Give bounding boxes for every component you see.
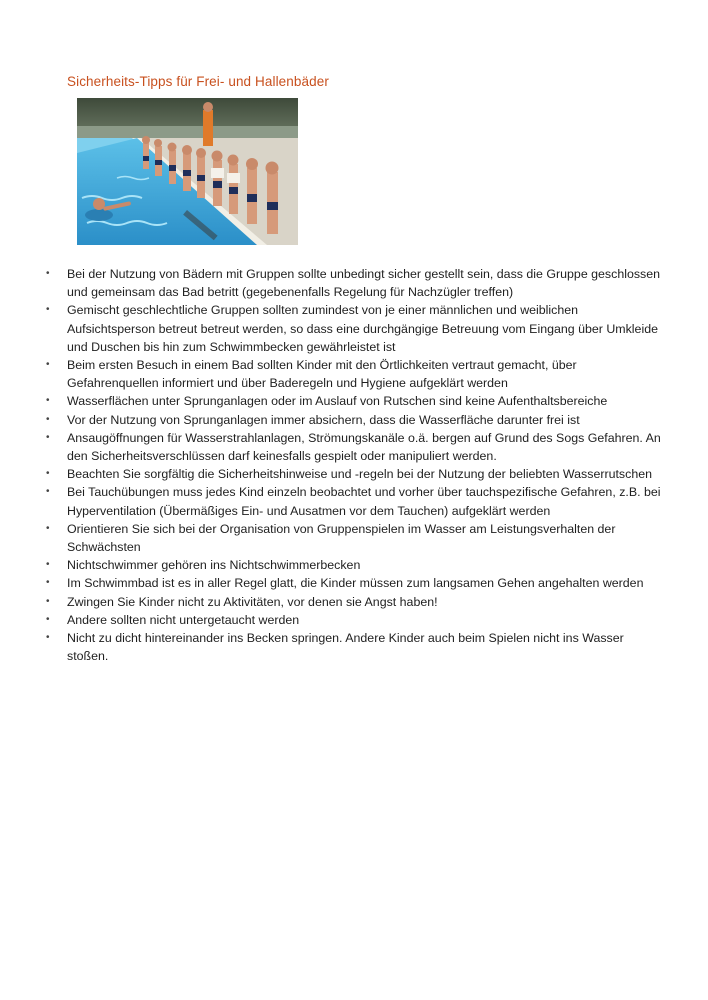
list-item-text: Vor der Nutzung von Sprunganlagen immer absichern, dass die Wasserfläche darunter frei ist [67,412,580,427]
list-item [41,574,661,592]
list-item [41,629,661,665]
list-item [41,356,661,392]
list-item-text: Wasserflächen unter Sprunganlagen oder im Auslauf von Rutschen sind keine Aufenthaltsbereiche [67,394,608,409]
bullet-icon: • [46,595,50,607]
list-item-text: Nicht zu dicht hintereinander ins Becken springen. Andere Kinder auch beim Spielen nicht ins Wasser stoßen. [67,631,624,664]
list-item-text: Im Schwimmbad ist es in aller Regel glatt, die Kinder müssen zum langsamen Gehen angehalten werden [67,576,644,591]
list-item-text: Zwingen Sie Kinder nicht zu Aktivitäten, vor denen sie Angst haben! [67,594,438,609]
list-item-text: Bei der Nutzung von Bädern mit Gruppen sollte unbedingt sicher gestellt sein, dass die Gruppe geschlossen und gemeinsam das Bad betritt (gegebenenfalls Regelung für Nachzügler treffen) [67,267,661,300]
bullet-icon: • [46,522,50,534]
bullet-icon: • [46,431,50,443]
list-item-text: Gemischt geschlechtliche Gruppen sollten zumindest von je einer männlichen und weiblichen Aufsichtsperson betreut betreut werden, so dass eine durchgängige Betreuung vom Eingang über Umkleide und Duschen bis hin zum Schwimmbecken gewährleistet ist [67,303,658,354]
list-item [41,520,661,556]
bullet-icon: • [46,577,50,589]
list-item-text: Bei Tauchübungen muss jedes Kind einzeln beobachtet und vorher über tauchspezifische Gefahren, z.B. bei Hyperventilation (Übermäßiges Ein- und Ausatmen vor dem Tauchen) aufgeklärt werden [67,485,661,518]
list-item-text: Andere sollten nicht untergetaucht werden [67,612,300,627]
bullet-icon: • [46,613,50,625]
list-item [41,301,661,356]
list-item-text: Beim ersten Besuch in einem Bad sollten Kinder mit den Örtlichkeiten vertraut gemacht, über Gefahrenquellen informiert und über Baderegeln und Hygiene aufgeklärt werden [67,358,577,391]
safety-tips-list [41,265,661,665]
swimming-pool-photo [77,98,298,245]
list-item [41,429,661,465]
bullet-icon: • [46,486,50,498]
list-item [41,593,661,611]
list-item [41,411,661,429]
list-item-text: Orientieren Sie sich bei der Organisation von Gruppenspielen im Wasser am Leistungsverhalten der Schwächsten [67,521,616,555]
page-title: Sicherheits-Tipps für Frei- und Hallenbäder [67,74,329,89]
bullet-icon: • [46,413,50,425]
list-item-text: Ansaugöffnungen für Wasserstrahlanlagen, Strömungskanäle o.ä. bergen auf Grund des Sogs Gefahren. An den Sicherheitsverschlüssen darf keinesfalls gespielt oder manipuliert werden. [67,430,661,464]
list-item [41,556,661,574]
list-item [41,465,661,483]
list-item [41,265,661,301]
list-item [41,611,661,629]
list-item [41,392,661,410]
list-item-text: Nichtschwimmer gehören ins Nichtschwimmerbecken [67,558,361,573]
bullet-icon: • [46,632,50,644]
bullet-icon: • [46,559,50,571]
bullet-icon: • [46,359,50,371]
bullet-icon: • [46,304,50,316]
bullet-icon: • [46,268,50,279]
list-item [41,483,661,519]
bullet-icon: • [46,395,50,407]
list-item-text: Beachten Sie sorgfältig die Sicherheitshinweise und -regeln bei der Nutzung der beliebten Wasserrutschen [67,467,652,482]
bullet-icon: • [46,468,50,480]
